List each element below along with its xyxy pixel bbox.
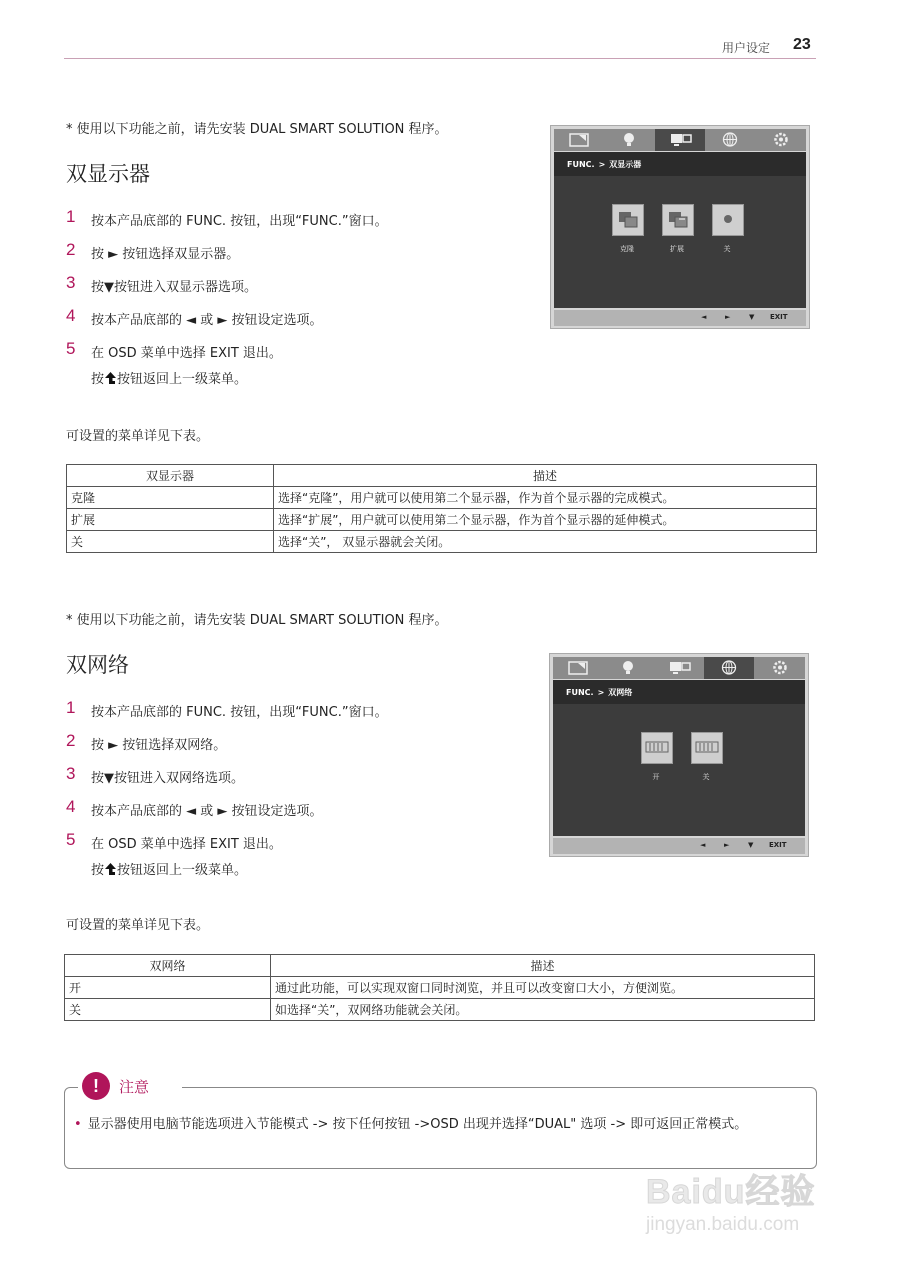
table-cell: 选择“关”， 双显示器就会关闭。 (274, 531, 817, 553)
osd-tab-dual-web (704, 657, 754, 679)
install-note: * 使用以下功能之前，请先安装 DUAL SMART SOLUTION 程序。 (66, 613, 448, 628)
table-row (65, 999, 815, 1021)
osd-tab-dual-web (705, 129, 755, 151)
section-title-dual-display: 双显示器 (66, 162, 150, 186)
gear-icon (770, 660, 790, 675)
osd-footer (553, 838, 805, 854)
off-option-icon (712, 204, 744, 236)
table-row (65, 977, 815, 999)
osd-label-off: 关 (723, 245, 731, 253)
osd-tab-eco (603, 657, 653, 679)
osd-dual-display-screenshot (550, 125, 810, 329)
osd-key-left: ◄ (701, 313, 707, 321)
table-cell: 关 (65, 999, 271, 1021)
clone-option-icon (612, 204, 644, 236)
table-header-cell: 描述 (274, 465, 817, 487)
dual-web-table (64, 954, 815, 1021)
bulb-icon (618, 660, 638, 675)
osd-screen (553, 680, 805, 836)
table-row (67, 487, 817, 509)
notice-text-block (74, 1114, 794, 1136)
table-cell: 通过此功能，可以实现双窗口同时浏览，并且可以改变窗口大小，方便浏览。 (271, 977, 815, 999)
header-rule (64, 58, 816, 59)
bullet: • (74, 1117, 82, 1132)
section-title-dual-web: 双网络 (66, 653, 129, 677)
osd-key-exit: EXIT (770, 313, 788, 321)
osd-breadcrumb: FUNC. > 双网络 (566, 688, 633, 697)
osd-key-left: ◄ (700, 841, 706, 849)
gear-icon (771, 132, 791, 147)
osd-key-down: ▼ (749, 313, 755, 321)
osd-tab-eco (604, 129, 654, 151)
exclamation-icon: ! (82, 1072, 110, 1100)
osd-tab-picture (554, 129, 604, 151)
osd-tab-settings (756, 129, 806, 151)
dual-display-table (66, 464, 817, 553)
table-row (67, 509, 817, 531)
osd-label-extend: 扩展 (670, 245, 684, 253)
dual-monitor-icon (670, 132, 692, 147)
picture-icon (568, 660, 588, 675)
osd-screen (554, 152, 806, 308)
header-section-title: 用户设定 (722, 41, 771, 55)
table-header-cell: 双显示器 (67, 465, 274, 487)
table-header-row (65, 955, 815, 977)
osd-tab-settings (755, 657, 805, 679)
globe-icon (720, 132, 740, 147)
osd-key-right: ► (724, 841, 730, 849)
osd-tab-bar (554, 129, 806, 151)
table-cell: 扩展 (67, 509, 274, 531)
osd-tab-dual-display (655, 129, 705, 151)
osd-key-right: ► (725, 313, 731, 321)
watermark-brand: Baidu经验 (646, 1173, 816, 1211)
watermark-url: jingyan.baidu.com (646, 1214, 800, 1235)
osd-breadcrumb: FUNC. > 双显示器 (567, 160, 642, 169)
osd-dual-web-screenshot (549, 653, 809, 857)
osd-label-on: 开 (652, 773, 660, 781)
notice-text: 显示器使用电脑节能选项进入节能模式 -> 按下任何按钮 ->OSD 出现并选择“DUAL" 选项 -> 即可返回正常模式。 (87, 1117, 748, 1132)
baidu-watermark (640, 1152, 860, 1248)
osd-tab-bar (553, 657, 805, 679)
install-note: * 使用以下功能之前，请先安装 DUAL SMART SOLUTION 程序。 (66, 122, 448, 137)
notice-title: 注意 (119, 1078, 150, 1096)
table-cell: 选择“克隆”，用户就可以使用第二个显示器，作为首个显示器的完成模式。 (274, 487, 817, 509)
extend-option-icon (662, 204, 694, 236)
back-arrow-icon (104, 371, 117, 385)
table-header-cell: 描述 (271, 955, 815, 977)
table-row (67, 531, 817, 553)
table-cell: 开 (65, 977, 271, 999)
osd-tab-picture (553, 657, 603, 679)
bulb-icon (619, 132, 639, 147)
picture-icon (569, 132, 589, 147)
table-header-cell: 双网络 (65, 955, 271, 977)
dual-web-on-icon (641, 732, 673, 764)
table-cell: 选择“扩展”，用户就可以使用第二个显示器，作为首个显示器的延伸模式。 (274, 509, 817, 531)
table-cell: 如选择“关”，双网络功能就会关闭。 (271, 999, 815, 1021)
table-cell: 克隆 (67, 487, 274, 509)
osd-label-clone: 克隆 (620, 245, 634, 253)
table-intro: 可设置的菜单详见下表。 (66, 918, 210, 933)
page-number: 23 (793, 36, 811, 53)
osd-key-exit: EXIT (769, 841, 787, 849)
osd-tab-dual-display (654, 657, 704, 679)
globe-icon (719, 660, 739, 675)
dual-monitor-icon (669, 660, 691, 675)
notice-header (78, 1072, 182, 1100)
osd-footer (554, 310, 806, 326)
osd-label-off: 关 (702, 773, 710, 781)
osd-breadcrumb-bar (553, 680, 805, 704)
table-header-row (67, 465, 817, 487)
table-cell: 关 (67, 531, 274, 553)
osd-key-down: ▼ (748, 841, 754, 849)
osd-breadcrumb-bar (554, 152, 806, 176)
table-intro: 可设置的菜单详见下表。 (66, 429, 210, 444)
back-arrow-icon (104, 862, 117, 876)
dual-web-off-icon (691, 732, 723, 764)
